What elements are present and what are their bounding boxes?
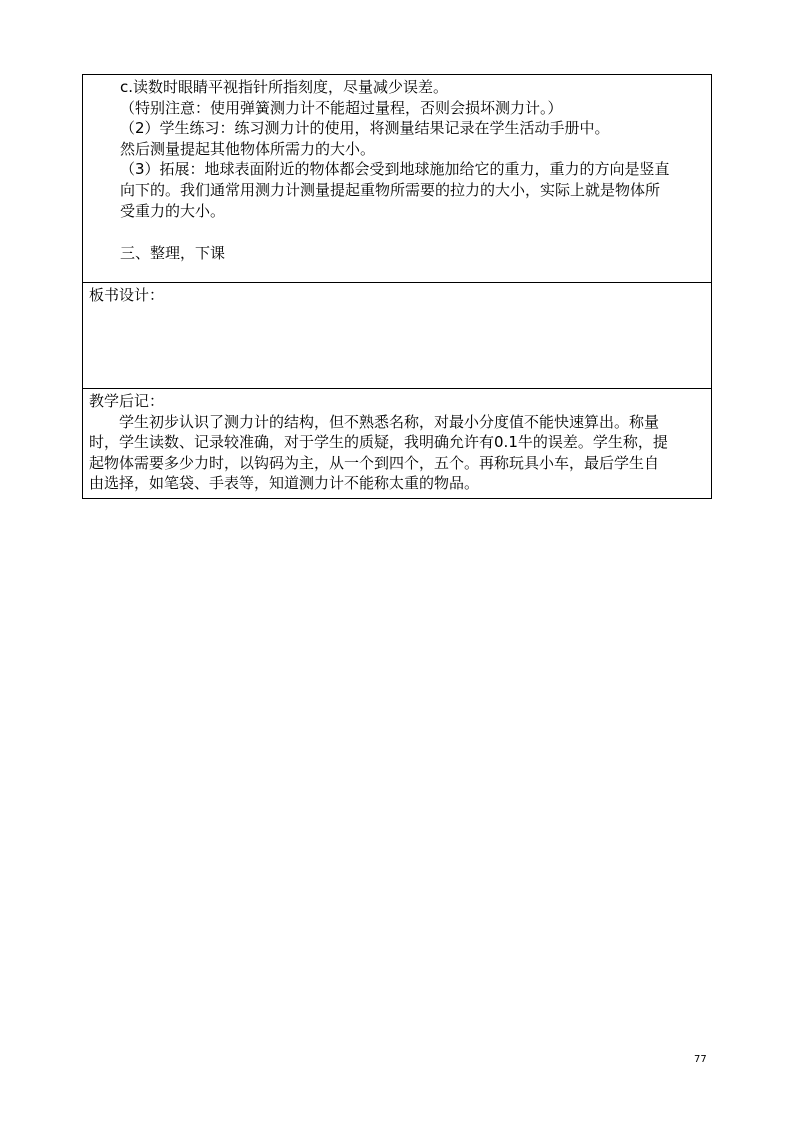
- text-line: （特别注意：使用弹簧测力计不能超过量程，否则会损坏测力计。）: [120, 98, 563, 117]
- table-row: [83, 283, 712, 389]
- procedure-cell: [83, 75, 712, 283]
- spacer: [89, 221, 705, 243]
- text-line: 向下的。我们通常用测力计测量提起重物所需要的拉力的大小，实际上就是物体所: [120, 180, 661, 199]
- text-line: （3）拓展：地球表面附近的物体都会受到地球施加给它的重力，重力的方向是竖直: [120, 160, 670, 179]
- table-row: [83, 389, 712, 499]
- board-design-cell: [83, 283, 712, 389]
- teaching-notes-label: 教学后记：: [89, 392, 165, 410]
- text-line: 起物体需要多少力时，以钩码为主，从一个到四个，五个。再称玩具小车，最后学生自: [89, 453, 660, 472]
- text-line: 由选择，如笔袋、手表等，知道测力计不能称太重的物品。: [89, 474, 480, 493]
- text-line: （2）学生练习：练习测力计的使用，将测量结果记录在学生活动手册中。: [120, 119, 610, 138]
- table-row: [83, 75, 712, 283]
- section-heading: 三、整理，下课: [120, 244, 226, 263]
- text-line: 学生初步认识了测力计的结构，但不熟悉名称，对最小分度值不能快速算出。称量: [119, 412, 660, 431]
- text-line: c.读数时眼睛平视指针所指刻度，尽量减少误差。: [120, 78, 449, 96]
- lesson-plan-table: [82, 74, 712, 499]
- page-number: 77: [694, 1054, 707, 1065]
- text-line: 时，学生读数、记录较准确，对于学生的质疑，我明确允许有0.1牛的误差。学生称，提: [89, 433, 668, 452]
- text-line: 受重力的大小。: [120, 201, 226, 220]
- board-design-label: 板书设计：: [89, 286, 165, 304]
- text-line: 然后测量提起其他物体所需力的大小。: [120, 139, 376, 158]
- teaching-notes-cell: [83, 389, 712, 499]
